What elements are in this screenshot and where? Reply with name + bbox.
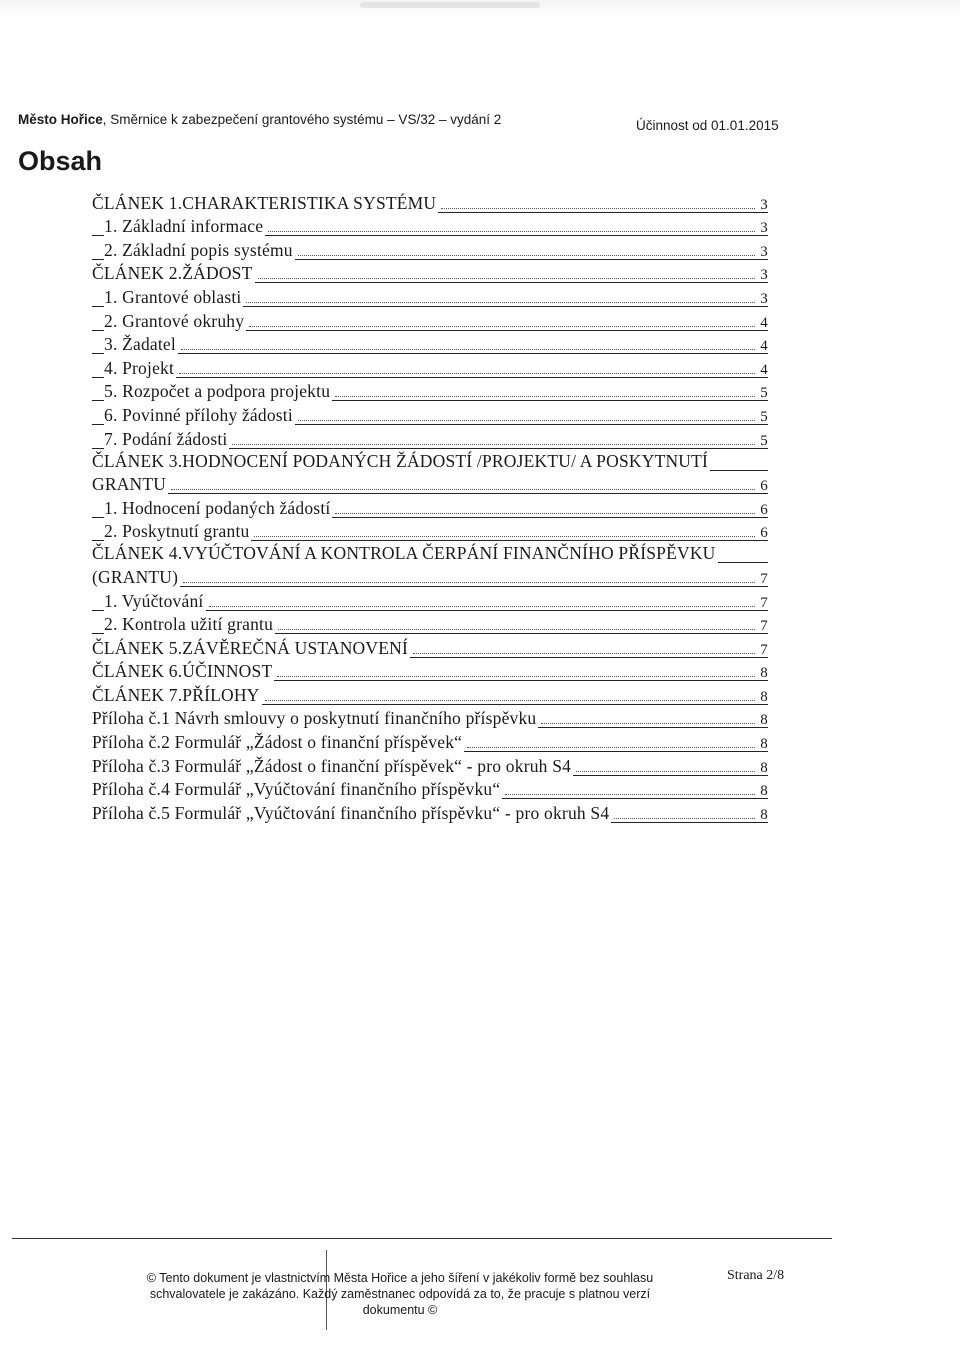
table-of-contents — [92, 190, 768, 824]
toc-entry-page: 8 — [760, 759, 768, 776]
toc-leader-dots — [232, 444, 755, 445]
scan-artifact — [360, 2, 540, 8]
toc-entry-page: 8 — [760, 665, 768, 682]
toc-entry[interactable] — [92, 450, 768, 472]
toc-entry-label: 4. Projekt — [104, 357, 175, 378]
toc-entry-label: (GRANTU) — [92, 566, 179, 587]
page-title: Obsah — [18, 146, 103, 176]
toc-entry-page: 7 — [760, 618, 768, 635]
toc-leader-dots — [335, 513, 755, 514]
toc-entry-underline — [92, 586, 768, 587]
toc-leader-dots — [254, 536, 755, 537]
toc-entry-page: 6 — [760, 501, 768, 518]
toc-entry-label: 2. Základní popis systému — [104, 239, 293, 260]
toc-entry-label: 1. Vyúčtování — [104, 590, 204, 611]
page-number: Strana 2/8 — [727, 1268, 785, 1283]
effective-date: Účinnost od 01.01.2015 — [636, 118, 779, 133]
toc-entry-label: Příloha č.4 Formulář „Vyúčtování finančního příspěvku“ — [92, 779, 501, 800]
toc-entry[interactable] — [92, 800, 768, 824]
toc-entry[interactable] — [92, 261, 768, 285]
toc-leader-dots — [181, 349, 755, 350]
toc-entry-label: Příloha č.1 Návrh smlouvy o poskytnutí finančního příspěvku — [92, 708, 537, 729]
toc-entry-label: Příloha č.5 Formulář „Vyúčtování finančního příspěvku“ - pro okruh S4 — [92, 802, 610, 823]
toc-leader-dots — [541, 723, 755, 724]
toc-entry-page: 3 — [760, 290, 768, 307]
toc-entry-page: 3 — [760, 243, 768, 260]
toc-entry-label: ČLÁNEK 2.ŽÁDOST — [92, 263, 253, 284]
toc-entry[interactable] — [92, 472, 768, 496]
toc-entry[interactable] — [92, 729, 768, 753]
toc-leader-dots — [467, 747, 755, 748]
toc-entry-label: ČLÁNEK 7.PŘÍLOHY — [92, 684, 260, 705]
toc-entry-page: 5 — [760, 385, 768, 402]
toc-entry[interactable] — [92, 495, 768, 519]
toc-leader-dots — [183, 582, 755, 583]
toc-entry[interactable] — [92, 706, 768, 730]
toc-entry[interactable] — [92, 588, 768, 612]
toc-entry-page: 8 — [760, 806, 768, 823]
toc-entry-label: ČLÁNEK 3.HODNOCENÍ PODANÝCH ŽÁDOSTÍ /PROJEKTU/ A POSKYTNUTÍ — [92, 450, 709, 471]
toc-entry-page: 3 — [760, 220, 768, 237]
toc-entry-page: 7 — [760, 641, 768, 658]
toc-leader-dots — [171, 489, 755, 490]
toc-entry-label: 7. Podání žádosti — [104, 428, 228, 449]
toc-entry[interactable] — [92, 542, 768, 564]
toc-leader-dots — [441, 208, 755, 209]
footer-line-2: schvalovatele je zakázáno. Každý zaměstnanec odpovídá za to, že pracuje s platnou verzí dokumentu © — [149, 1287, 651, 1317]
toc-entry-page: 7 — [760, 570, 768, 587]
toc-entry[interactable] — [92, 659, 768, 683]
toc-entry[interactable] — [92, 308, 768, 332]
toc-leader-dots — [249, 326, 755, 327]
toc-entry-page: 7 — [760, 594, 768, 611]
toc-entry-label: 2. Poskytnutí grantu — [104, 521, 250, 542]
toc-entry-page: 4 — [760, 338, 768, 355]
toc-entry[interactable] — [92, 612, 768, 636]
toc-entry-page: 3 — [760, 267, 768, 284]
toc-entry[interactable] — [92, 214, 768, 238]
toc-entry-page: 8 — [760, 688, 768, 705]
toc-leader-dots — [277, 676, 755, 677]
toc-leader-dots — [179, 373, 755, 374]
toc-entry[interactable] — [92, 237, 768, 261]
toc-entry-label: 2. Grantové okruhy — [104, 310, 245, 331]
toc-entry-underline — [92, 377, 768, 378]
toc-entry[interactable] — [92, 635, 768, 659]
toc-leader-dots — [413, 653, 755, 654]
toc-leader-dots — [265, 700, 755, 701]
toc-entry[interactable] — [92, 426, 768, 450]
footer-line-1: © Tento dokument je vlastnictvím Města Hořice a jeho šíření v jakékoliv formě bez souhlasu — [146, 1271, 654, 1285]
toc-entry-label: ČLÁNEK 5.ZÁVĚREČNÁ USTANOVENÍ — [92, 637, 408, 658]
toc-entry-page: 4 — [760, 314, 768, 331]
toc-entry-underline — [92, 353, 768, 354]
toc-entry-label: 1. Základní informace — [104, 216, 264, 237]
toc-leader-dots — [278, 629, 755, 630]
toc-entry-page: 3 — [760, 196, 768, 213]
toc-entry-label: GRANTU — [92, 474, 167, 495]
toc-entry-page: 5 — [760, 432, 768, 449]
toc-entry-label: 2. Kontrola užití grantu — [104, 614, 274, 635]
toc-leader-dots — [268, 231, 755, 232]
document-header — [18, 112, 501, 127]
toc-entry-page: 6 — [760, 478, 768, 495]
toc-entry[interactable] — [92, 379, 768, 403]
toc-entry-label: 3. Žadatel — [104, 334, 176, 355]
toc-entry-page: 8 — [760, 783, 768, 800]
toc-entry[interactable] — [92, 332, 768, 356]
toc-leader-dots — [209, 606, 756, 607]
footer-divider — [12, 1238, 832, 1239]
toc-leader-dots — [505, 794, 755, 795]
toc-entry-page: 4 — [760, 361, 768, 378]
toc-entry[interactable] — [92, 284, 768, 308]
toc-entry-label: 6. Povinné přílohy žádosti — [104, 404, 293, 425]
toc-leader-dots — [298, 255, 755, 256]
toc-entry-label: ČLÁNEK 4.VYÚČTOVÁNÍ A KONTROLA ČERPÁNÍ FINANČNÍHO PŘÍSPĚVKU — [92, 543, 716, 564]
toc-entry-underline — [92, 493, 768, 494]
toc-entry[interactable] — [92, 753, 768, 777]
toc-entry-label: 1. Hodnocení podaných žádostí — [104, 497, 331, 518]
toc-entry-label: Příloha č.2 Formulář „Žádost o finanční příspěvek“ — [92, 732, 463, 753]
toc-entry-page: 6 — [760, 525, 768, 542]
toc-entry[interactable] — [92, 682, 768, 706]
toc-entry[interactable] — [92, 777, 768, 801]
toc-leader-dots — [576, 771, 755, 772]
toc-entry[interactable] — [92, 564, 768, 588]
toc-entry-page: 5 — [760, 408, 768, 425]
toc-leader-dots — [298, 420, 755, 421]
toc-entry-label: 1. Grantové oblasti — [104, 286, 242, 307]
toc-leader-dots — [246, 302, 755, 303]
toc-entry[interactable] — [92, 190, 768, 214]
toc-entry-page: 8 — [760, 712, 768, 729]
toc-entry[interactable] — [92, 355, 768, 379]
toc-entry-label: ČLÁNEK 1.CHARAKTERISTIKA SYSTÉMU — [92, 192, 437, 213]
toc-entry[interactable] — [92, 402, 768, 426]
toc-entry[interactable] — [92, 519, 768, 543]
header-subtitle: , Směrnice k zabezpečení grantového systému – VS/32 – vydání 2 — [102, 112, 502, 127]
header-brand: Město Hořice — [18, 112, 103, 127]
toc-leader-dots — [614, 818, 755, 819]
toc-leader-dots — [335, 396, 755, 397]
toc-entry-label: ČLÁNEK 6.ÚČINNOST — [92, 661, 273, 682]
toc-entry-page: 8 — [760, 736, 768, 753]
toc-leader-dots — [258, 278, 756, 279]
footer-notice — [130, 1270, 670, 1318]
toc-entry-label: 5. Rozpočet a podpora projektu — [104, 381, 331, 402]
toc-entry-label: Příloha č.3 Formulář „Žádost o finanční příspěvek“ - pro okruh S4 — [92, 755, 572, 776]
